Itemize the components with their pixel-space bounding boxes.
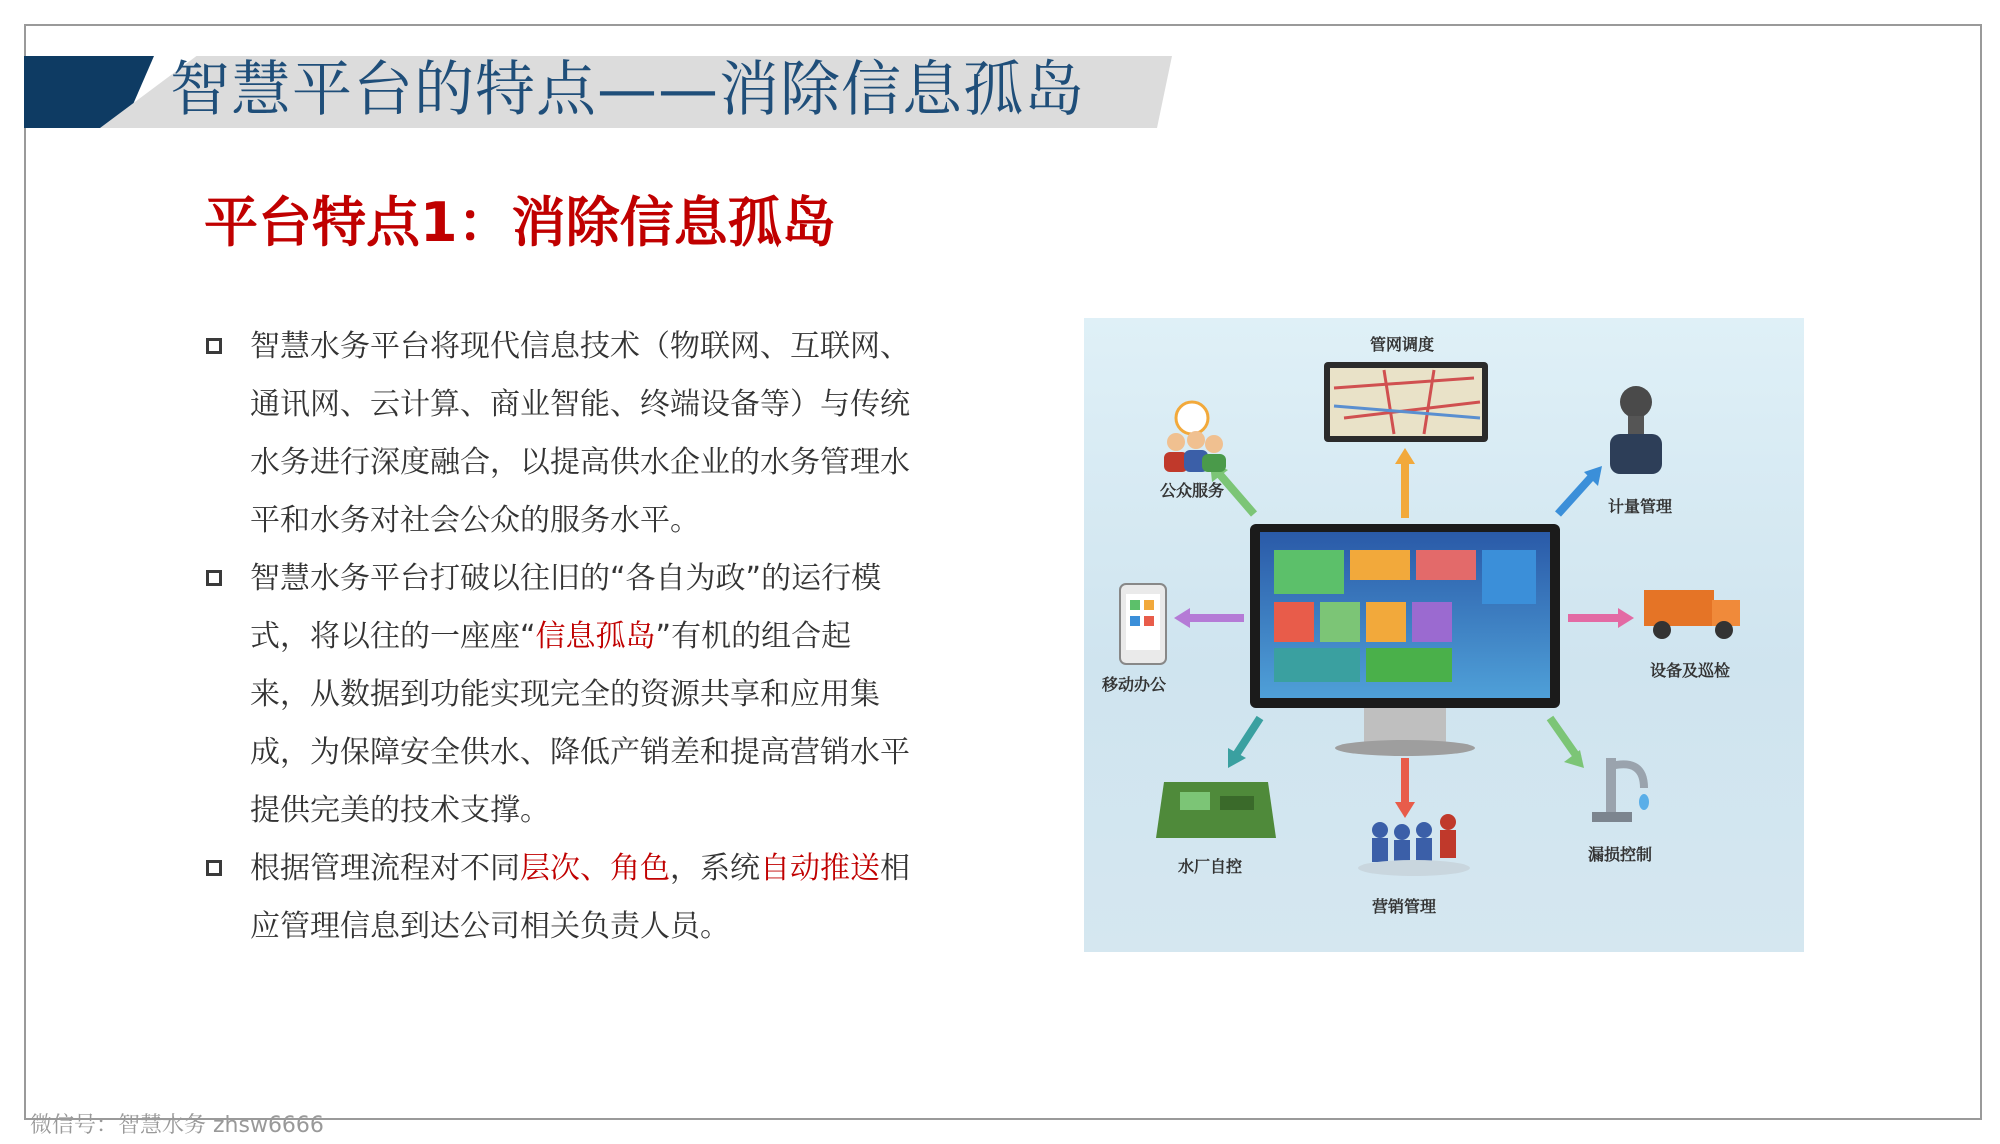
bullet-2-text: 式，将以往的一座座“ [250,619,536,654]
label-mobile-office: 移动办公 [1102,675,1167,694]
footer-watermark: 微信号：智慧水务 zhsw6666 [30,1113,324,1138]
bullet-item-3 [206,840,996,956]
square-bullet-icon [206,570,222,586]
bullet-3-line-1 [250,840,996,898]
bullet-2-text: ”有机的组合起 [655,619,852,654]
bullet-2-line-5: 提供完美的技术支撑。 [250,793,550,828]
bullet-item-1 [206,318,996,550]
section-heading: 平台特点1：消除信息孤岛 [204,191,836,254]
label-equipment-inspection: 设备及巡检 [1650,661,1731,680]
bullet-list [206,318,996,956]
label-leak-control: 漏损控制 [1588,845,1653,864]
bullet-2-line-3: 来，从数据到功能实现完全的资源共享和应用集 [250,677,880,712]
square-bullet-icon [206,860,222,876]
highlight-auto-push: 自动推送 [760,851,880,886]
bullet-2-line-4: 成，为保障安全供水、降低产销差和提高营销水平 [250,735,910,770]
equipment-truck-icon [1644,590,1740,639]
leak-control-faucet-icon [1592,758,1649,822]
mobile-office-icon [1120,584,1166,664]
bullet-2-line-1: 智慧水务平台打破以往旧的“各自为政”的运行模 [250,561,882,596]
bullet-2-line-2 [250,608,996,666]
central-monitor-icon [1250,524,1560,756]
public-service-icon [1164,402,1226,472]
bullet-3-text: ，系统 [670,851,760,886]
marketing-icon [1358,814,1470,876]
label-network-dispatch: 管网调度 [1370,335,1435,354]
bullet-1-line-1: 智慧水务平台将现代信息技术（物联网、互联网、 [250,329,910,364]
platform-diagram [1084,318,1804,952]
metering-icon [1610,386,1662,474]
highlight-levels-roles: 层次、角色 [520,851,670,886]
label-public-service: 公众服务 [1160,481,1225,500]
bullet-1-line-4: 平和水务对社会公众的服务水平。 [250,503,700,538]
label-marketing: 营销管理 [1372,897,1437,916]
water-plant-icon [1156,782,1276,838]
square-bullet-icon [206,338,222,354]
bullet-item-2 [206,550,996,840]
bullet-3-text: 相 [880,851,910,886]
highlight-info-island: 信息孤岛 [535,619,656,654]
slide-title: 智慧平台的特点——消除信息孤岛 [170,55,1085,125]
bullet-3-line-2: 应管理信息到达公司相关负责人员。 [250,909,730,944]
label-metering: 计量管理 [1608,497,1673,516]
bullet-3-text: 根据管理流程对不同 [250,851,520,886]
bullet-1-line-2: 通讯网、云计算、商业智能、终端设备等）与传统 [250,387,910,422]
bullet-1-line-3: 水务进行深度融合，以提高供水企业的水务管理水 [250,445,910,480]
network-dispatch-icon [1324,362,1488,442]
label-water-plant: 水厂自控 [1178,857,1243,876]
